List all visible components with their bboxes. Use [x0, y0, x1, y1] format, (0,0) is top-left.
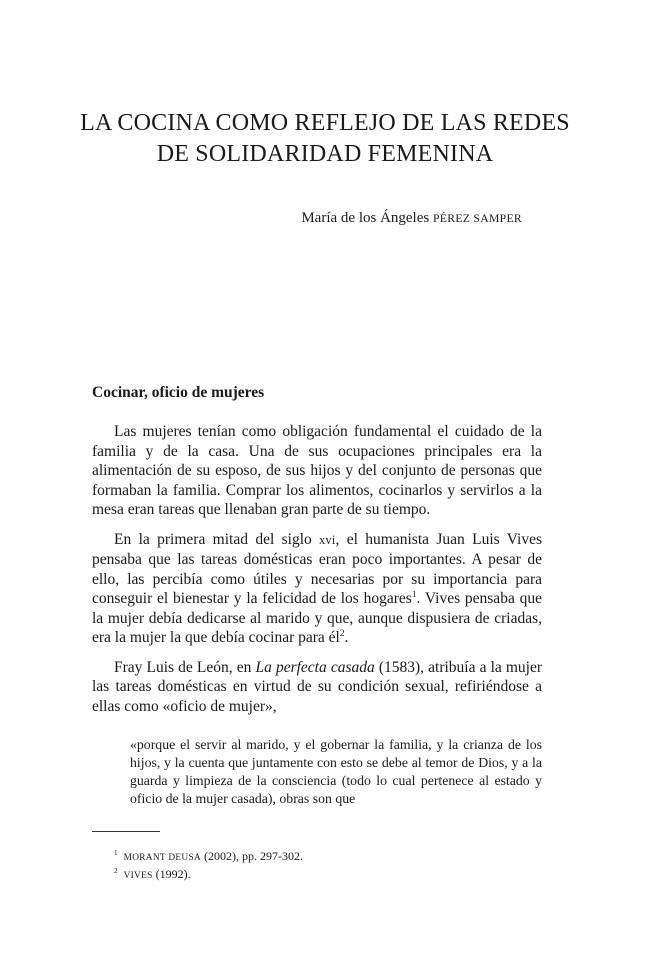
- footnote-ref: (2002), pp. 297-302.: [204, 849, 303, 863]
- footnote-author: MORANT DEUSA: [123, 853, 201, 863]
- paragraph-2-text-a: En la primera mitad del siglo: [114, 530, 312, 548]
- paragraph-3: [92, 658, 542, 717]
- footnotes: [114, 848, 303, 884]
- title-line-1: LA COCINA COMO REFLEJO DE LAS REDES: [80, 110, 570, 136]
- paragraph-2: [92, 530, 542, 648]
- title-line-2: DE SOLIDARIDAD FEMENINA: [156, 141, 494, 167]
- paragraph-1: Las mujeres tenían como obligación fundamental el cuidado de la familia y de la casa. Una de sus ocupaciones principales era la alimentación de su esposo, de sus hijos y del conjunto de personas que formaban la familia. Comprar los alimentos, cocinarlos y servirlos a la mesa eran tareas que llenaban gran parte de su tiempo.: [92, 423, 542, 518]
- footnote-number: 2: [114, 867, 118, 876]
- body-text: [92, 422, 542, 726]
- section-heading: Cocinar, oficio de mujeres: [92, 384, 265, 401]
- footnote-divider: [92, 831, 160, 832]
- author-given-name: María de los Ángeles: [301, 210, 430, 226]
- paragraph-2-text-c: . Vives pensaba que la mujer debía dedicarse al marido y que, aunque dispusiera de criadas, era la mujer la que debía cocinar para él: [92, 590, 542, 646]
- footnote-author: VIVES: [123, 871, 153, 881]
- century-numeral: xvi: [319, 532, 336, 547]
- book-title: La perfecta casada: [255, 658, 375, 676]
- footnote-number: 1: [114, 849, 118, 858]
- paragraph-3-text-b: (1583), atribuía a la mujer las tareas domésticas en virtud de su condición sexual, refiriéndose a ellas como «oficio de mujer»,: [92, 658, 543, 715]
- footnote-ref-2[interactable]: 2: [339, 628, 345, 639]
- paragraph-3-text-a: Fray Luis de León, en: [114, 658, 252, 676]
- footnote-2: [114, 866, 303, 884]
- paragraph-2-text-d: .: [344, 629, 349, 646]
- footnote-ref: (1992).: [155, 867, 191, 881]
- block-quote: «porque el servir al marido, y el gobernar la familia, y la crianza de los hijos, y la cuenta que juntamente con esto se debe al temor de Dios, y a la guarda y limpieza de la consciencia (todo lo cual pertenece al estado y oficio de la mujer casada), obras son que: [130, 737, 542, 806]
- paragraph-2-text-b: , el humanista Juan Luis Vives pensaba que las tareas domésticas eran poco importantes. A pesar de ello, las percibía como útiles y necesarias por su importancia para conseguir el bienestar y la felicidad de los hogares: [92, 530, 543, 607]
- author-surname: PÉREZ SAMPER: [432, 212, 522, 225]
- footnote-ref-1[interactable]: 1: [411, 589, 417, 600]
- author-name: [301, 210, 522, 227]
- footnote-1: [114, 848, 303, 866]
- article-title: [70, 108, 580, 170]
